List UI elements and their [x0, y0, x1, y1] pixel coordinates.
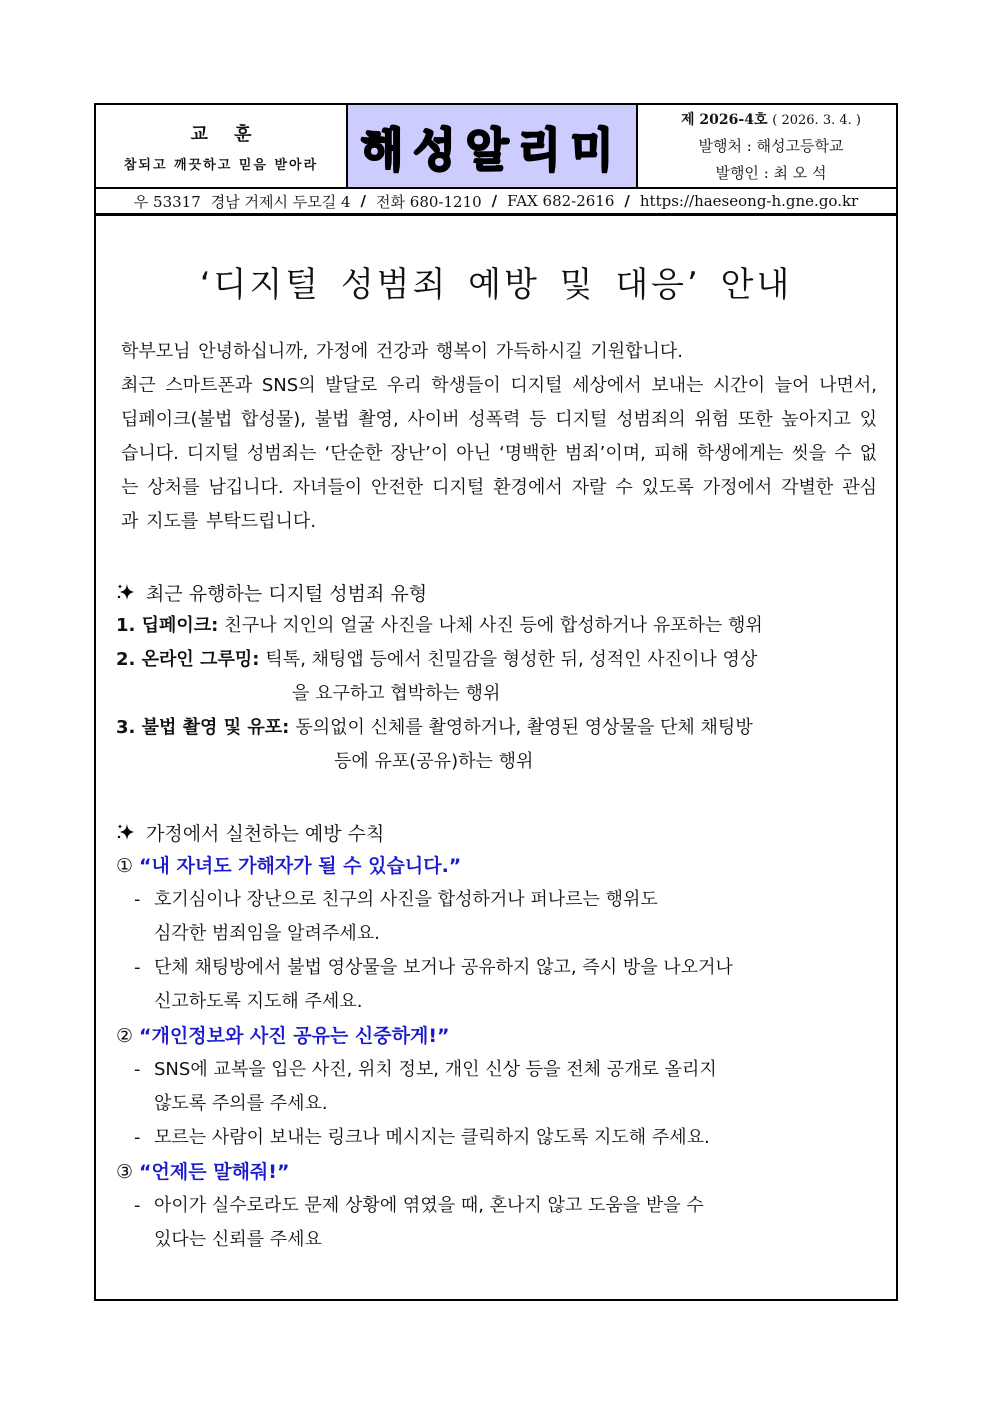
rule-title — [116, 1155, 878, 1189]
crime-type-label: 2. 온라인 그루밍: — [116, 649, 260, 670]
crime-type-desc: 틱톡, 채팅앱 등에서 친밀감을 형성한 뒤, 성적인 사진이나 영상 — [265, 649, 758, 670]
sparkle-icon — [116, 822, 136, 842]
publisher: 발행처 : 해성고등학교 — [698, 137, 844, 155]
bullet-line: 모르는 사람이 보내는 링크나 메시지는 클릭하지 않도록 지도해 주세요. — [154, 1127, 710, 1148]
intro-body-text: 최근 스마트폰과 SNS의 발달로 우리 학생들이 디지털 세상에서 보내는 시간이 늘어 나면서, 딥페이크(불법 합성물), 불법 촬영, 사이버 성폭력 등 디지털 성범죄의 위험 또한 높아지고 있습니다. 디지털 성범죄는 ‘단순한 장난’이 아닌 ‘명백한 범죄’이며, 피해 학생에게는 씻을 수 없는 상처를 남깁니다. 자녀들이 안전한 디지털 환경에서 자랄 수 있도록 가정에서 각별한 관심과 지도를 부탁드립니다. — [121, 375, 877, 532]
rule-bullet — [116, 1053, 878, 1087]
rule-title-text: “내 자녀도 가해자가 될 수 있습니다.” — [139, 855, 462, 877]
rule-title — [116, 1019, 878, 1053]
crime-type-label: 3. 불법 촬영 및 유포: — [116, 717, 290, 738]
postal-code: 우 53317 — [133, 192, 201, 211]
section-heading-text: 가정에서 실천하는 예방 수칙 — [146, 822, 385, 845]
section-heading — [116, 815, 878, 849]
motto-title: 교 훈 — [190, 123, 262, 145]
dash-marker: - — [134, 1059, 141, 1080]
newsletter-frame — [94, 103, 898, 1301]
bullet-line: 신고하도록 지도해 주세요. — [154, 991, 363, 1012]
issue-number: 제 2026-4호 — [681, 112, 768, 128]
bullet-line: 단체 채팅방에서 불법 영상물을 보거나 공유하지 않고, 즉시 방을 나오거나 — [154, 957, 733, 978]
dash-spacer — [134, 985, 154, 1019]
rule-bullet-continued — [116, 1087, 878, 1121]
newsletter-header — [96, 105, 896, 189]
separator: / — [491, 192, 498, 210]
rule-bullet — [116, 1121, 878, 1155]
crime-type-item — [116, 643, 878, 677]
rule-bullet-continued — [116, 985, 878, 1019]
greeting-text: 학부모님 안녕하십니까, 가정에 건강과 행복이 가득하시길 기원합니다. — [121, 341, 684, 362]
dash-spacer — [134, 1087, 154, 1121]
separator: / — [624, 192, 630, 210]
rule-bullet-continued — [116, 917, 878, 951]
bullet-line: 호기심이나 장난으로 친구의 사진을 합성하거나 퍼나르는 행위도 — [154, 889, 658, 910]
dash-marker: - — [134, 957, 141, 978]
website-link[interactable]: https://haeseong-h.gne.go.kr — [639, 192, 859, 210]
fax-number: FAX 682-2616 — [507, 192, 615, 210]
rule-bullet-continued — [116, 1223, 878, 1257]
newsletter-title-cell — [348, 105, 638, 187]
rule-title-text: “언제든 말해줘!” — [139, 1161, 290, 1183]
intro-paragraph — [121, 335, 877, 539]
separator: / — [360, 192, 367, 210]
section-heading-text: 최근 유행하는 디지털 성범죄 유형 — [146, 582, 428, 605]
newsletter-name: 해성알리미 — [360, 123, 624, 178]
dash-marker: - — [134, 1195, 141, 1216]
rule-number: ① — [116, 855, 134, 877]
rule-bullet — [116, 951, 878, 985]
street-address: 경남 거제시 두모길 4 — [210, 192, 351, 211]
issue-info-cell — [638, 105, 896, 187]
rule-number: ③ — [116, 1161, 134, 1183]
rule-bullet — [116, 883, 878, 917]
rule-title — [116, 849, 878, 883]
motto-text: 참되고 깨끗하고 믿음 받아라 — [123, 157, 319, 173]
phone-number: 전화 680-1210 — [376, 192, 482, 211]
sparkle-icon — [116, 582, 136, 602]
section-heading — [116, 575, 878, 609]
rule-bullet — [116, 1189, 878, 1223]
crime-type-item — [116, 711, 878, 745]
dash-spacer — [134, 1223, 154, 1257]
dash-marker: - — [134, 1127, 141, 1148]
crime-type-label: 1. 딥페이크: — [116, 615, 219, 636]
school-motto-cell — [96, 105, 348, 187]
crime-type-desc-continued: 을 요구하고 협박하는 행위 — [292, 683, 501, 704]
crime-types-section — [116, 575, 878, 779]
bullet-line: SNS에 교복을 입은 사진, 위치 정보, 개인 신상 등을 전체 공개로 올리지 — [154, 1059, 717, 1080]
dash-spacer — [134, 917, 154, 951]
address-bar — [96, 189, 896, 216]
bullet-line: 심각한 범죄임을 알려주세요. — [154, 923, 380, 944]
crime-type-desc: 친구나 지인의 얼굴 사진을 나체 사진 등에 합성하거나 유포하는 행위 — [224, 615, 763, 636]
bullet-line: 아이가 실수로라도 문제 상황에 엮였을 때, 혼나지 않고 도움을 받을 수 — [154, 1195, 704, 1216]
issuer: 발행인 : 최 오 석 — [715, 164, 827, 182]
rule-title-text: “개인정보와 사진 공유는 신중하게!” — [139, 1025, 450, 1047]
issue-date: ( 2026. 3. 4. ) — [772, 113, 861, 128]
bullet-line: 않도록 주의를 주세요. — [154, 1093, 328, 1114]
crime-type-item — [116, 609, 878, 643]
dash-marker: - — [134, 889, 141, 910]
issue-line — [681, 109, 861, 129]
prevention-rules-section — [116, 815, 878, 1257]
crime-type-desc-continued: 등에 유포(공유)하는 행위 — [334, 751, 534, 772]
rule-number: ② — [116, 1025, 134, 1047]
bullet-line: 있다는 신뢰를 주세요 — [154, 1229, 322, 1250]
crime-type-desc: 동의없이 신체를 촬영하거나, 촬영된 영상물을 단체 채팅방 — [295, 717, 753, 738]
document-title: ‘디지털 성범죄 예방 및 대응’ 안내 — [199, 265, 793, 305]
